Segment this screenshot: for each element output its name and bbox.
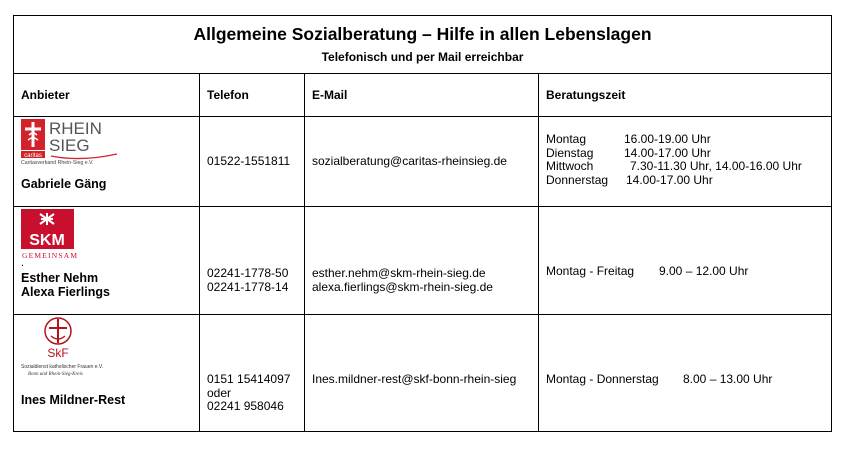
- hours-cell: [539, 207, 832, 315]
- skf-caption2: Bonn und Rhein-Sieg-Kreis: [28, 372, 83, 377]
- hours-entry: Dienstag 14.00-17.00 Uhr: [546, 145, 711, 160]
- table-row: [14, 117, 832, 207]
- caritas-line1: RHEIN: [49, 119, 102, 138]
- document-sheet: [13, 15, 831, 432]
- email-link[interactable]: esther.nehm@skm-rhein-sieg.de: [312, 266, 486, 280]
- provider-person: Ines Mildner-Rest: [21, 393, 126, 407]
- skm-logo: [14, 207, 199, 259]
- skm-caption: GEMEINSAM: [22, 251, 79, 260]
- table-header-row: [14, 74, 832, 117]
- phone-cell: [200, 117, 305, 207]
- email-cell: [305, 207, 539, 315]
- skf-caption1: Sozialdienst katholischer Frauen e.V.: [21, 364, 104, 370]
- email-link[interactable]: alexa.fierlings@skm-rhein-sieg.de: [312, 279, 493, 294]
- phone-number: 01522-1551811: [207, 153, 291, 168]
- column-header-email: E-Mail: [305, 74, 539, 117]
- email-cell: [305, 315, 539, 432]
- caritas-brand: caritas: [24, 153, 42, 159]
- page-title: Allgemeine Sozialberatung – Hilfe in allen Lebenslagen: [193, 24, 652, 44]
- table-row: [14, 207, 832, 315]
- provider-cell: [14, 315, 200, 432]
- phone-number: 0151 15414097: [207, 372, 291, 386]
- provider-person: Alexa Fierlings: [21, 285, 110, 299]
- hours-cell: [539, 117, 832, 207]
- hours-entry: Montag - Freitag 9.00 – 12.00 Uhr: [546, 264, 749, 278]
- phone-cell: [200, 207, 305, 315]
- caritas-line2: SIEG: [49, 136, 90, 155]
- provider-person: Gabriele Gäng: [21, 177, 107, 191]
- title-row: [14, 16, 832, 74]
- caritas-caption: Caritasverband Rhein-Sieg e.V.: [21, 160, 94, 166]
- skf-text: SkF: [47, 346, 69, 360]
- column-header-hours: Beratungszeit: [539, 74, 832, 117]
- phone-cell: [200, 315, 305, 432]
- email-link[interactable]: sozialberatung@caritas-rheinsieg.de: [312, 153, 507, 168]
- skm-text: SKM: [29, 232, 65, 249]
- phone-number: 02241-1778-50: [207, 266, 289, 280]
- hours-entry: Montag 16.00-19.00 Uhr: [546, 132, 711, 146]
- provider-cell: [14, 117, 200, 207]
- skf-logo: [14, 315, 199, 379]
- column-header-provider: Anbieter: [14, 74, 200, 117]
- email-cell: [305, 117, 539, 207]
- table-row: [14, 315, 832, 432]
- phone-separator: oder: [207, 385, 232, 400]
- hours-entry: Montag - Donnerstag 8.00 – 13.00 Uhr: [546, 372, 773, 386]
- hours-entry: Donnerstag 14.00-17.00 Uhr: [546, 172, 713, 187]
- provider-cell: [14, 207, 200, 315]
- counseling-table: [13, 15, 832, 432]
- page-subtitle: Telefonisch und per Mail erreichbar: [321, 50, 524, 64]
- phone-number: 02241-1778-14: [207, 279, 289, 294]
- phone-number: 02241 958046: [207, 399, 284, 413]
- stray-dot: .: [21, 257, 25, 269]
- column-header-phone: Telefon: [200, 74, 305, 117]
- provider-person: Esther Nehm: [21, 271, 99, 285]
- email-link[interactable]: Ines.mildner-rest@skf-bonn-rhein-sieg: [312, 372, 517, 386]
- hours-cell: [539, 315, 832, 432]
- caritas-rhein-sieg-logo: [14, 117, 199, 167]
- hours-entry: Mittwoch 7.30-11.30 Uhr, 14.00-16.00 Uhr: [546, 159, 802, 173]
